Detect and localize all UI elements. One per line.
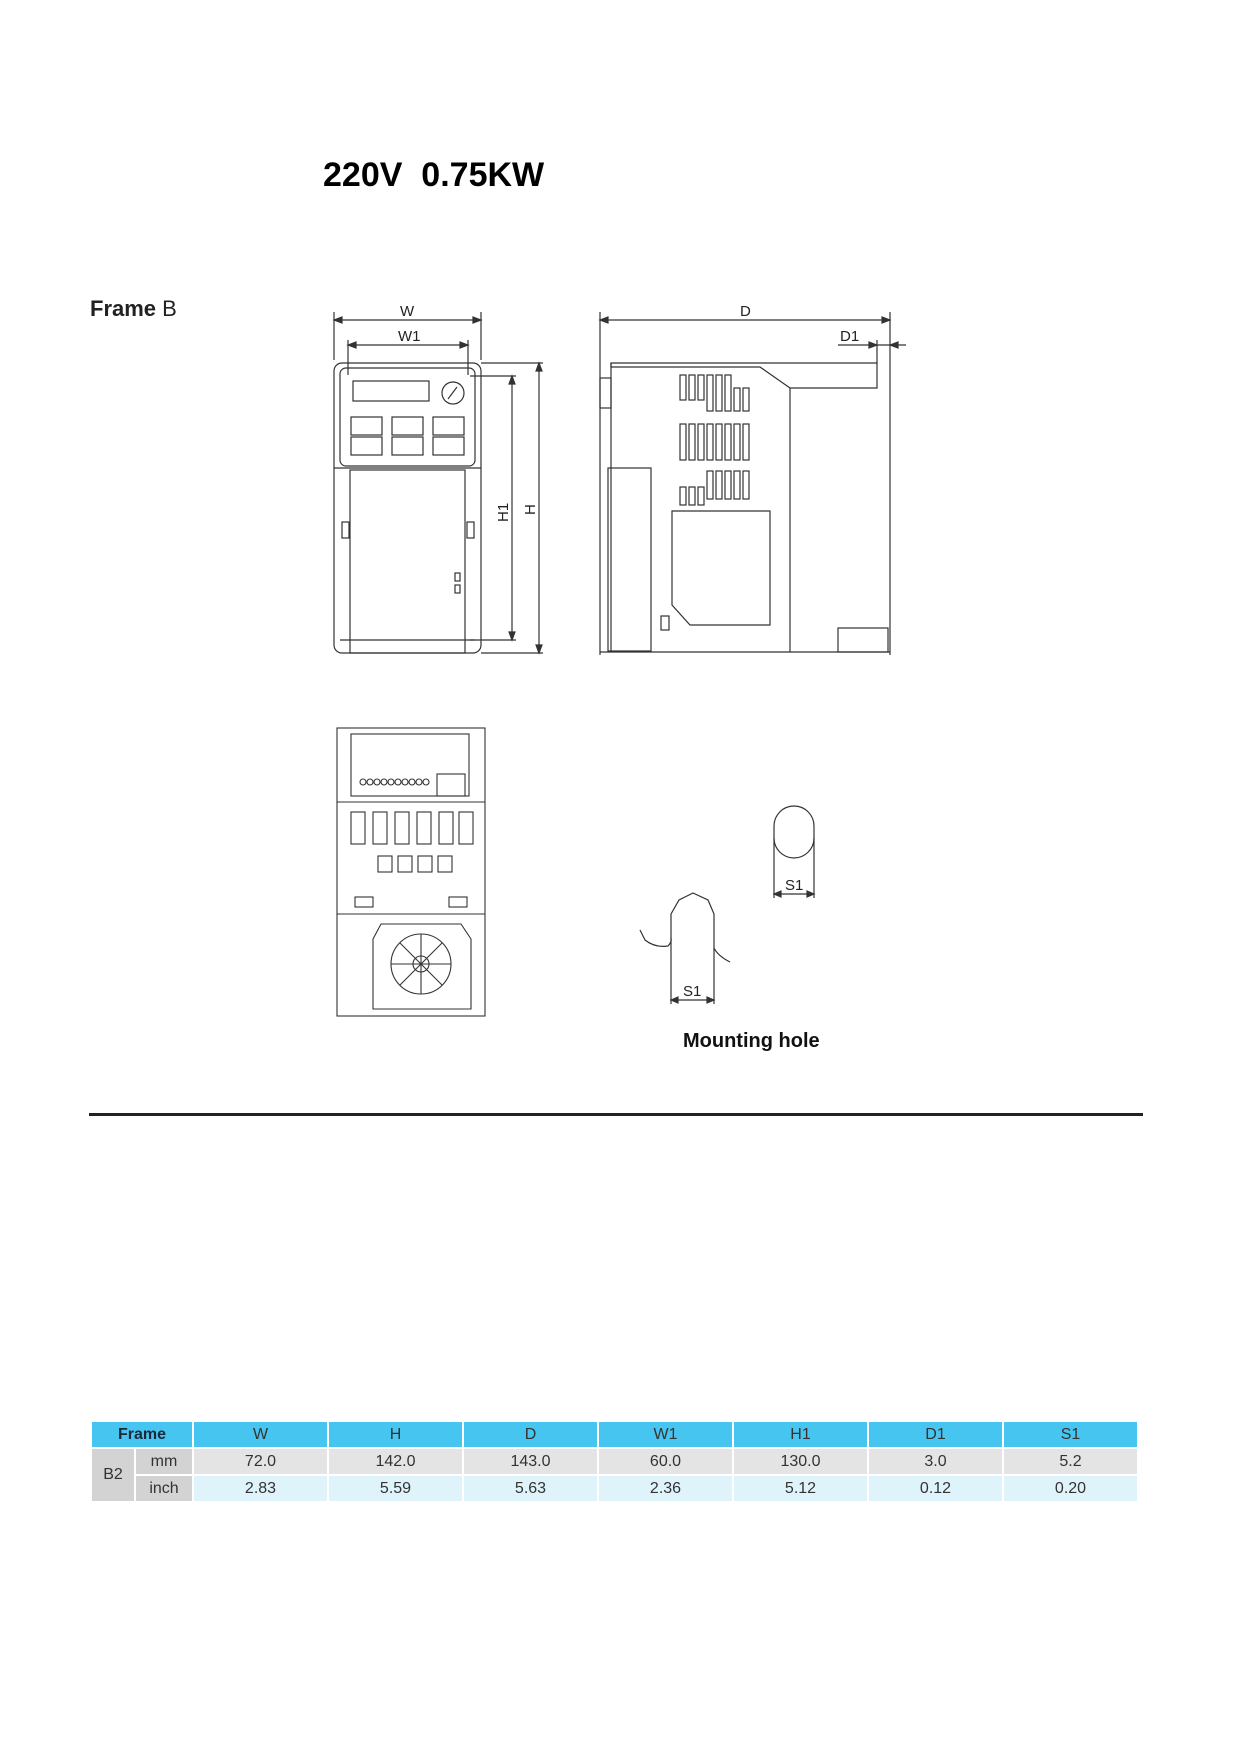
table-cell: 5.12 (734, 1476, 867, 1501)
table-cell: 2.36 (599, 1476, 732, 1501)
header-frame: Frame (92, 1422, 192, 1447)
table-cell: 5.63 (464, 1476, 597, 1501)
dim-label-s1-slot: S1 (683, 983, 702, 1000)
bottom-view-drawing (333, 724, 489, 1024)
header-w1: W1 (599, 1422, 732, 1447)
frame-label-prefix: Frame (90, 296, 157, 321)
frame-label-letter: B (162, 296, 177, 321)
table-row-inch (92, 1476, 1137, 1501)
dim-label-d1: D1 (840, 328, 860, 345)
dim-label-s1-round: S1 (785, 877, 804, 894)
header-s1: S1 (1004, 1422, 1137, 1447)
header-h1: H1 (734, 1422, 867, 1447)
dim-label-h1: H1 (495, 502, 512, 522)
frame-label (90, 296, 177, 322)
table-cell: 143.0 (464, 1449, 597, 1474)
side-view-drawing (590, 300, 920, 670)
table-cell: 142.0 (329, 1449, 462, 1474)
table-header-row (92, 1422, 1137, 1447)
table-row-mm (92, 1449, 1137, 1474)
header-h: H (329, 1422, 462, 1447)
dim-label-h: H (522, 504, 539, 515)
dim-label-d: D (740, 303, 751, 320)
header-w: W (194, 1422, 327, 1447)
table-cell: 3.0 (869, 1449, 1002, 1474)
page-title: 220V 0.75KW (323, 156, 545, 194)
mounting-hole-drawing (630, 790, 860, 1020)
unit-cell: mm (136, 1449, 192, 1474)
dim-label-w1: W1 (398, 328, 421, 345)
header-d1: D1 (869, 1422, 1002, 1447)
unit-cell: inch (136, 1476, 192, 1501)
table-cell: 60.0 (599, 1449, 732, 1474)
dimensions-table (90, 1420, 1139, 1503)
table-cell: 0.12 (869, 1476, 1002, 1501)
table-cell: 5.2 (1004, 1449, 1137, 1474)
frame-code-cell: B2 (92, 1449, 134, 1501)
table-cell: 5.59 (329, 1476, 462, 1501)
dim-label-w: W (400, 303, 415, 320)
section-divider (89, 1113, 1143, 1116)
mounting-hole-caption: Mounting hole (683, 1030, 820, 1052)
header-d: D (464, 1422, 597, 1447)
table-cell: 0.20 (1004, 1476, 1137, 1501)
table-cell: 130.0 (734, 1449, 867, 1474)
table-cell: 2.83 (194, 1476, 327, 1501)
front-view-drawing (320, 300, 560, 670)
table-cell: 72.0 (194, 1449, 327, 1474)
